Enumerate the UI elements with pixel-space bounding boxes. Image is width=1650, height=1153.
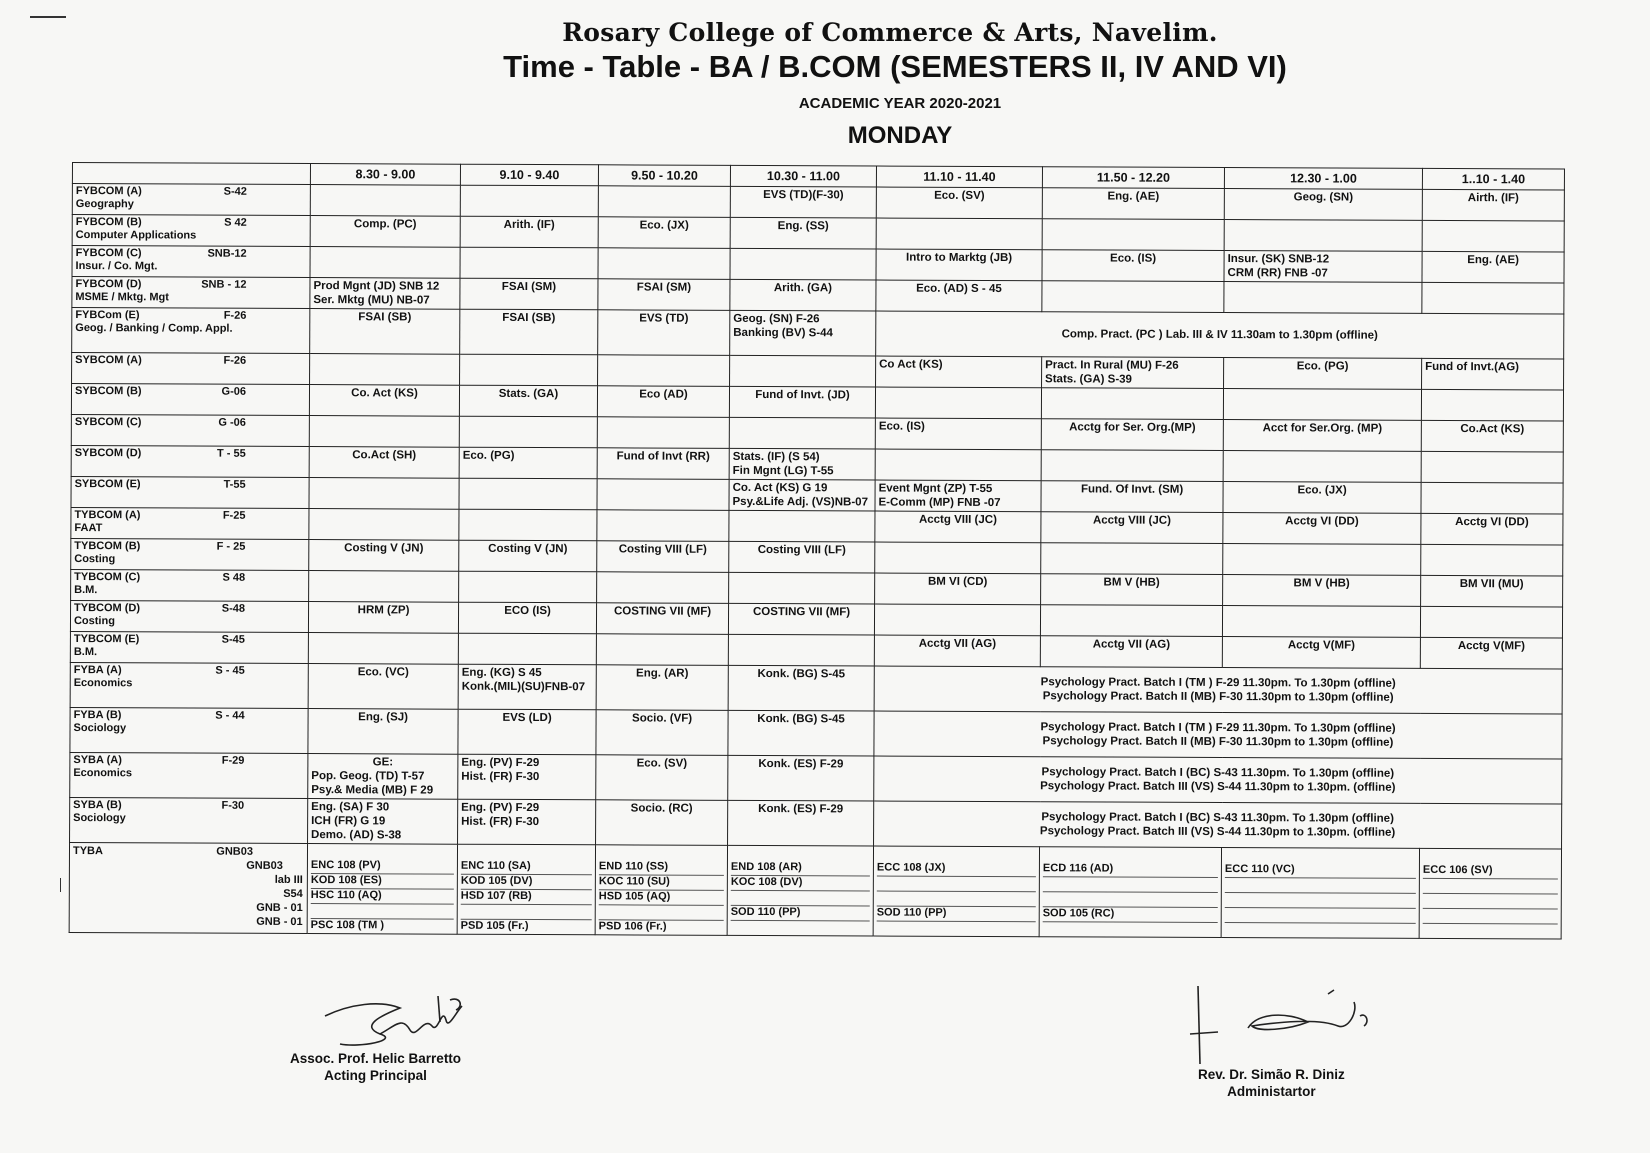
period-cell bbox=[597, 479, 729, 511]
header bbox=[0, 18, 1650, 150]
tyba-rooms-cell: TYBA GNB03 GNB03 lab III S54 GNB - 01 GNB - 01 bbox=[69, 842, 307, 933]
slot-header: 1..10 - 1.40 bbox=[1422, 168, 1564, 190]
class-cell: SYBA (A) F-29 Economics bbox=[70, 752, 308, 798]
psychology-practical-cell: Psychology Pract. Batch I (BC) S-43 11.30pm. To 1.30pm (offline) Psychology Pract. Batch III (VS) S-44 11.30pm to 1.30pm. (offline) bbox=[874, 756, 1562, 804]
period-cell: Eco. (PG) bbox=[1224, 358, 1422, 390]
class-cell: SYBA (B) F-30 Sociology bbox=[70, 797, 308, 843]
period-cell bbox=[309, 416, 459, 448]
period-cell: Socio. (RC) bbox=[596, 800, 728, 846]
timetable bbox=[69, 162, 1565, 940]
period-cell bbox=[1422, 282, 1564, 314]
period-cell: Stats. (GA) bbox=[459, 385, 597, 417]
period-cell bbox=[459, 416, 597, 448]
period-cell: FSAI (SM) bbox=[460, 278, 598, 310]
period-cell bbox=[1223, 544, 1421, 576]
period-cell: Eco. (SV) bbox=[596, 755, 728, 801]
period-cell bbox=[460, 185, 598, 217]
administrator-signature-block bbox=[1198, 1066, 1345, 1100]
period-cell bbox=[597, 510, 729, 542]
class-cell: SYBCOM (C) G -06 bbox=[71, 414, 309, 446]
period-cell: Airth. (IF) bbox=[1422, 189, 1564, 221]
period-cell: Acctg VI (DD) bbox=[1223, 513, 1421, 545]
period-cell bbox=[1041, 388, 1223, 420]
period-cell: Eng. (AE) bbox=[1042, 188, 1224, 220]
period-cell: Geog. (SN) bbox=[1224, 189, 1422, 221]
period-cell bbox=[1042, 219, 1224, 251]
table-row bbox=[72, 308, 1564, 360]
class-cell: TYBCOM (A) F-25 FAAT bbox=[71, 507, 309, 539]
class-cell: FYBA (A) S - 45 Economics bbox=[70, 662, 308, 708]
principal-signature-block bbox=[290, 1050, 461, 1084]
period-cell: Eco. (SV) bbox=[876, 187, 1042, 219]
period-cell: Fund of Invt (RR) bbox=[597, 448, 729, 480]
period-cell: BM V (HB) bbox=[1041, 574, 1223, 606]
table-row bbox=[70, 662, 1562, 714]
period-cell: Eng. (PV) F-29 Hist. (FR) F-30 bbox=[458, 754, 596, 800]
period-cell bbox=[730, 355, 876, 387]
period-cell: Eco (AD) bbox=[597, 386, 729, 418]
period-cell: Comp. (PC) bbox=[310, 216, 460, 248]
period-cell: Konk. (BG) S-45 bbox=[728, 710, 874, 756]
period-cell bbox=[310, 247, 460, 279]
tyba-slot-cell: ECC 108 (JX) SOD 110 (PP) bbox=[873, 846, 1039, 937]
period-cell: FSAI (SM) bbox=[598, 279, 730, 311]
class-cell: FYBCOM (B) S 42 Computer Applications bbox=[72, 215, 310, 247]
principal-name: Assoc. Prof. Helic Barretto bbox=[290, 1051, 462, 1066]
administrator-role: Administartor bbox=[1227, 1084, 1316, 1099]
lab-practical-cell: Comp. Pract. (PC ) Lab. III & IV 11.30am to 1.30pm (offline) bbox=[876, 311, 1564, 359]
period-cell bbox=[730, 248, 876, 280]
period-cell bbox=[729, 417, 875, 449]
tyba-slot-cell: END 108 (AR) KOC 108 (DV) SOD 110 (PP) bbox=[727, 845, 873, 936]
period-cell: Acctg for Ser. Org.(MP) bbox=[1041, 419, 1223, 451]
class-cell: SYBCOM (D) T - 55 bbox=[71, 445, 309, 477]
class-cell: TYBCOM (D) S-48 Costing bbox=[70, 600, 308, 632]
period-cell: Konk. (ES) F-29 bbox=[728, 755, 874, 801]
period-cell: FSAI (SB) bbox=[310, 309, 460, 355]
period-cell: Co. Act (KS) G 19 Psy.&Life Adj. (VS)NB-07 bbox=[729, 479, 875, 511]
period-cell bbox=[875, 449, 1041, 481]
slot-header: 11.10 - 11.40 bbox=[876, 166, 1042, 188]
period-cell bbox=[1422, 220, 1564, 252]
tyba-slot-cell: ECC 106 (SV) bbox=[1419, 848, 1561, 939]
period-cell bbox=[309, 478, 459, 510]
class-cell: SYBCOM (B) G-06 bbox=[71, 384, 309, 416]
period-cell: Geog. (SN) F-26 Banking (BV) S-44 bbox=[730, 310, 876, 356]
period-cell bbox=[310, 185, 460, 217]
period-cell bbox=[1223, 389, 1421, 421]
period-cell: Costing VIII (LF) bbox=[729, 541, 875, 573]
period-cell: Co Act (KS) bbox=[876, 356, 1042, 388]
signature-scribble bbox=[1188, 982, 1388, 1072]
period-cell: Acctg VI (DD) bbox=[1421, 513, 1563, 545]
period-cell bbox=[1224, 220, 1422, 252]
class-cell: FYBCOM (A) S-42 Geography bbox=[72, 184, 310, 216]
period-cell: Eco. (JX) bbox=[1223, 482, 1421, 514]
slot-header: 11.50 - 12.20 bbox=[1042, 167, 1224, 189]
period-cell: Fund. Of Invt. (SM) bbox=[1041, 481, 1223, 513]
period-cell bbox=[1041, 450, 1223, 482]
period-cell: HRM (ZP) bbox=[308, 602, 458, 634]
class-cell: FYBCOM (C) SNB-12 Insur. / Co. Mgt. bbox=[72, 246, 310, 278]
class-cell: TYBCOM (B) F - 25 Costing bbox=[71, 538, 309, 570]
period-cell: Eng. (AE) bbox=[1422, 251, 1564, 283]
period-cell bbox=[1041, 543, 1223, 575]
academic-year: ACADEMIC YEAR 2020-2021 bbox=[798, 95, 1002, 112]
period-cell bbox=[460, 354, 598, 386]
period-cell bbox=[598, 186, 730, 218]
period-cell bbox=[458, 633, 596, 665]
class-cell: TYBCOM (E) S-45 B.M. bbox=[70, 631, 308, 663]
period-cell bbox=[309, 571, 459, 603]
period-cell: Acctg VIII (JC) bbox=[1041, 512, 1223, 544]
period-cell bbox=[1223, 451, 1421, 483]
day-heading: MONDAY bbox=[847, 122, 953, 149]
period-cell bbox=[459, 509, 597, 541]
period-cell: Konk. (BG) S-45 bbox=[728, 665, 874, 711]
period-cell bbox=[597, 572, 729, 604]
period-cell: EVS (TD) bbox=[598, 310, 730, 356]
period-cell bbox=[459, 571, 597, 603]
period-cell bbox=[875, 542, 1041, 574]
period-cell bbox=[1224, 282, 1422, 314]
period-cell: Eng. (SJ) bbox=[308, 709, 458, 755]
period-cell: Eco. (IS) bbox=[1042, 250, 1224, 282]
table-row bbox=[70, 707, 1562, 759]
table-row bbox=[70, 797, 1562, 849]
signature-scribble bbox=[320, 986, 470, 1056]
college-name: Rosary College of Commerce & Arts, Navelim. bbox=[562, 18, 1218, 47]
psychology-practical-cell: Psychology Pract. Batch I (TM ) F-29 11.30pm. To 1.30pm (offline) Psychology Pract. Batch II (MB) F-30 11.30pm to 1.30pm (offline) bbox=[874, 666, 1562, 714]
period-cell: Eng. (SA) F 30 ICH (FR) G 19 Demo. (AD) S-38 bbox=[308, 799, 458, 845]
period-cell bbox=[729, 572, 875, 604]
period-cell bbox=[598, 355, 730, 387]
period-cell: Acctg VIII (JC) bbox=[875, 511, 1041, 543]
period-cell bbox=[876, 218, 1042, 250]
class-cell: FYBCOM (D) SNB - 12 MSME / Mktg. Mgt bbox=[72, 277, 310, 309]
tyba-slot-cell: ENC 110 (SA) KOD 105 (DV) HSD 107 (RB) PSD 105 (Fr.) bbox=[457, 844, 595, 935]
psychology-practical-cell: Psychology Pract. Batch I (TM ) F-29 11.30pm. To 1.30pm (offline) Psychology Pract. Batch II (MB) F-30 11.30pm to 1.30pm (offline) bbox=[874, 711, 1562, 759]
class-cell: TYBCOM (C) S 48 B.M. bbox=[71, 569, 309, 601]
period-cell: Co.Act (SH) bbox=[309, 447, 459, 479]
page-title: Time - Table - BA / B.COM (SEMESTERS II, IV AND VI) bbox=[503, 49, 1287, 84]
period-cell: Event Mgnt (ZP) T-55 E-Comm (MP) FNB -07 bbox=[875, 480, 1041, 512]
period-cell bbox=[310, 354, 460, 386]
tyba-slot-cell: ECC 110 (VC) bbox=[1221, 848, 1419, 939]
slot-header: 8.30 - 9.00 bbox=[310, 164, 460, 186]
period-cell bbox=[1042, 281, 1224, 313]
class-cell: FYBCom (E) F-26 Geog. / Banking / Comp. Appl. bbox=[72, 308, 310, 354]
period-cell: Konk. (ES) F-29 bbox=[728, 800, 874, 846]
period-cell bbox=[1420, 606, 1562, 638]
period-cell: Acctg V(MF) bbox=[1420, 637, 1562, 669]
period-cell: Eng. (PV) F-29 Hist. (FR) F-30 bbox=[458, 799, 596, 845]
period-cell: COSTING VII (MF) bbox=[596, 603, 728, 635]
tyba-slot-cell: ECD 116 (AD) SOD 105 (RC) bbox=[1039, 847, 1221, 938]
period-cell: Arith. (IF) bbox=[460, 216, 598, 248]
period-cell: Acctg V(MF) bbox=[1222, 637, 1420, 669]
period-cell bbox=[1421, 544, 1563, 576]
administrator-name: Rev. Dr. Simão R. Diniz bbox=[1198, 1067, 1345, 1082]
period-cell bbox=[460, 247, 598, 279]
period-cell bbox=[874, 604, 1040, 636]
period-cell: GE: Pop. Geog. (TD) T-57 Psy.& Media (MB) F 29 bbox=[308, 754, 458, 800]
tyba-row bbox=[69, 842, 1561, 939]
period-cell: Eco. (IS) bbox=[875, 418, 1041, 450]
period-cell: Fund of Invt.(AG) bbox=[1422, 358, 1564, 390]
period-cell: Stats. (IF) (S 54) Fin Mgnt (LG) T-55 bbox=[729, 448, 875, 480]
period-cell bbox=[459, 478, 597, 510]
period-cell bbox=[1421, 482, 1563, 514]
period-cell: Eng. (KG) S 45 Konk.(MIL)(SU)FNB-07 bbox=[458, 664, 596, 710]
period-cell: EVS (TD)(F-30) bbox=[730, 186, 876, 218]
slot-header: 10.30 - 11.00 bbox=[730, 165, 876, 187]
period-cell bbox=[598, 248, 730, 280]
psychology-practical-cell: Psychology Pract. Batch I (BC) S-43 11.30pm. To 1.30pm (offline) Psychology Pract. Batch III (VS) S-44 11.30pm to 1.30pm. (offline) bbox=[874, 801, 1562, 849]
period-cell: Eng. (SS) bbox=[730, 217, 876, 249]
period-cell bbox=[308, 633, 458, 665]
period-cell: Insur. (SK) SNB-12 CRM (RR) FNB -07 bbox=[1224, 251, 1422, 283]
period-cell bbox=[1421, 389, 1563, 421]
period-cell bbox=[1040, 605, 1222, 637]
period-cell: BM V (HB) bbox=[1223, 575, 1421, 607]
period-cell bbox=[728, 634, 874, 666]
slot-header: 9.10 - 9.40 bbox=[460, 164, 598, 186]
slot-header: 9.50 - 10.20 bbox=[598, 165, 730, 187]
slot-header: 12.30 - 1.00 bbox=[1224, 168, 1422, 190]
period-cell bbox=[875, 387, 1041, 419]
period-cell: Prod Mgnt (JD) SNB 12 Ser. Mktg (MU) NB-07 bbox=[310, 278, 460, 310]
period-cell: Acctg VII (AG) bbox=[1040, 636, 1222, 668]
period-cell: Eco. (VC) bbox=[308, 664, 458, 710]
period-cell bbox=[729, 510, 875, 542]
period-cell bbox=[597, 417, 729, 449]
class-cell: SYBCOM (A) F-26 bbox=[72, 353, 310, 385]
period-cell: Costing V (JN) bbox=[459, 540, 597, 572]
period-cell: Acctg VII (AG) bbox=[874, 635, 1040, 667]
period-cell: Co.Act (KS) bbox=[1421, 420, 1563, 452]
period-cell: Costing V (JN) bbox=[309, 540, 459, 572]
period-cell: Acct for Ser.Org. (MP) bbox=[1223, 420, 1421, 452]
period-cell: BM VI (CD) bbox=[875, 573, 1041, 605]
table-row bbox=[70, 752, 1562, 804]
period-cell: Pract. In Rural (MU) F-26 Stats. (GA) S-39 bbox=[1042, 357, 1224, 389]
tyba-slot-cell: END 110 (SS) KOC 110 (SU) HSD 105 (AQ) PSD 106 (Fr.) bbox=[595, 845, 727, 936]
corner-cell bbox=[72, 163, 310, 185]
class-cell: SYBCOM (E) T-55 bbox=[71, 476, 309, 508]
period-cell: Eco. (JX) bbox=[598, 217, 730, 249]
tyba-slot-cell: ENC 108 (PV) KOD 108 (ES) HSC 110 (AQ) PSC 108 (TM ) bbox=[307, 844, 457, 935]
period-cell: Eco. (AD) S - 45 bbox=[876, 280, 1042, 312]
margin-mark bbox=[60, 878, 61, 892]
period-cell: Eng. (AR) bbox=[596, 665, 728, 711]
period-cell: ECO (IS) bbox=[458, 602, 596, 634]
period-cell bbox=[596, 634, 728, 666]
period-cell: Arith. (GA) bbox=[730, 279, 876, 311]
class-cell: FYBA (B) S - 44 Sociology bbox=[70, 707, 308, 753]
period-cell bbox=[1421, 451, 1563, 483]
period-cell: Eco. (PG) bbox=[459, 447, 597, 479]
period-cell: Costing VIII (LF) bbox=[597, 541, 729, 573]
period-cell: EVS (LD) bbox=[458, 709, 596, 755]
principal-role: Acting Principal bbox=[324, 1068, 427, 1083]
period-cell: COSTING VII (MF) bbox=[728, 603, 874, 635]
period-cell bbox=[1222, 606, 1420, 638]
period-cell bbox=[309, 509, 459, 541]
period-cell: Fund of Invt. (JD) bbox=[729, 386, 875, 418]
period-cell: FSAI (SB) bbox=[460, 309, 598, 355]
period-cell: BM VII (MU) bbox=[1421, 575, 1563, 607]
period-cell: Socio. (VF) bbox=[596, 710, 728, 756]
period-cell: Co. Act (KS) bbox=[309, 385, 459, 417]
period-cell: Intro to Marktg (JB) bbox=[876, 249, 1042, 281]
